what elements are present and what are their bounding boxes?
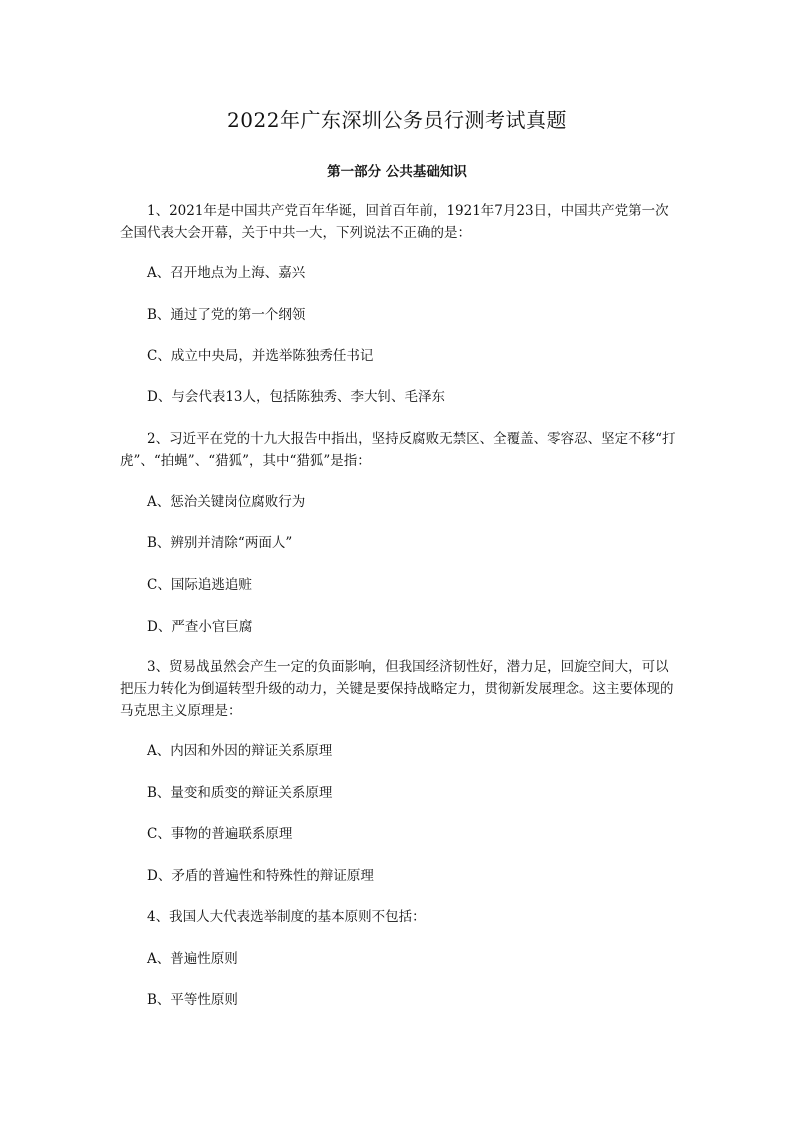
question-4-option-a: A、普遍性原则 [147, 951, 238, 967]
question-2-option-c: C、国际追逃追赃 [147, 577, 252, 593]
question-2-option-d: D、严查小官巨腐 [147, 619, 253, 635]
question-3-option-a: A、内因和外因的辩证关系原理 [147, 743, 333, 759]
question-4-text: 4、我国人大代表选举制度的基本原则不包括： [147, 909, 426, 925]
question-1-text: 1、2021年是中国共产党百年华诞，回首百年前，1921年7月23日，中国共产党第一次全国代表大会开幕，关于中共一大，下列说法不正确的是： [120, 203, 669, 241]
document-title: 2022年广东深圳公务员行测考试真题 [227, 108, 567, 132]
question-1-option-c: C、成立中央局，并选举陈独秀任书记 [147, 348, 374, 364]
question-3-option-b: B、量变和质变的辩证关系原理 [147, 785, 333, 801]
question-3-option-c: C、事物的普遍联系原理 [147, 826, 293, 842]
question-4-option-b: B、平等性原则 [147, 992, 238, 1008]
question-2-option-b: B、辨别并清除“两面人” [147, 535, 293, 551]
question-1-option-d: D、与会代表13人，包括陈独秀、李大钊、毛泽东 [147, 389, 446, 405]
question-2-option-a: A、惩治关键岗位腐败行为 [147, 494, 306, 510]
question-1-option-b: B、通过了党的第一个纲领 [147, 307, 306, 323]
question-3-text: 3、贸易战虽然会产生一定的负面影响，但我国经济韧性好，潜力足，回旋空间大，可以把压力转化为倒逼转型升级的动力，关键是要保持战略定力，贯彻新发展理念。这主要体现的马克思主义原理是： [120, 659, 674, 719]
section-heading: 第一部分 公共基础知识 [327, 164, 467, 180]
question-3-option-d: D、矛盾的普遍性和特殊性的辩证原理 [147, 868, 374, 884]
question-1-option-a: A、召开地点为上海、嘉兴 [147, 265, 306, 281]
question-2-text: 2、习近平在党的十九大报告中指出，坚持反腐败无禁区、全覆盖、零容忍、坚定不移“打虎”、“拍蝇”、“猎狐”，其中“猎狐”是指： [120, 431, 676, 469]
